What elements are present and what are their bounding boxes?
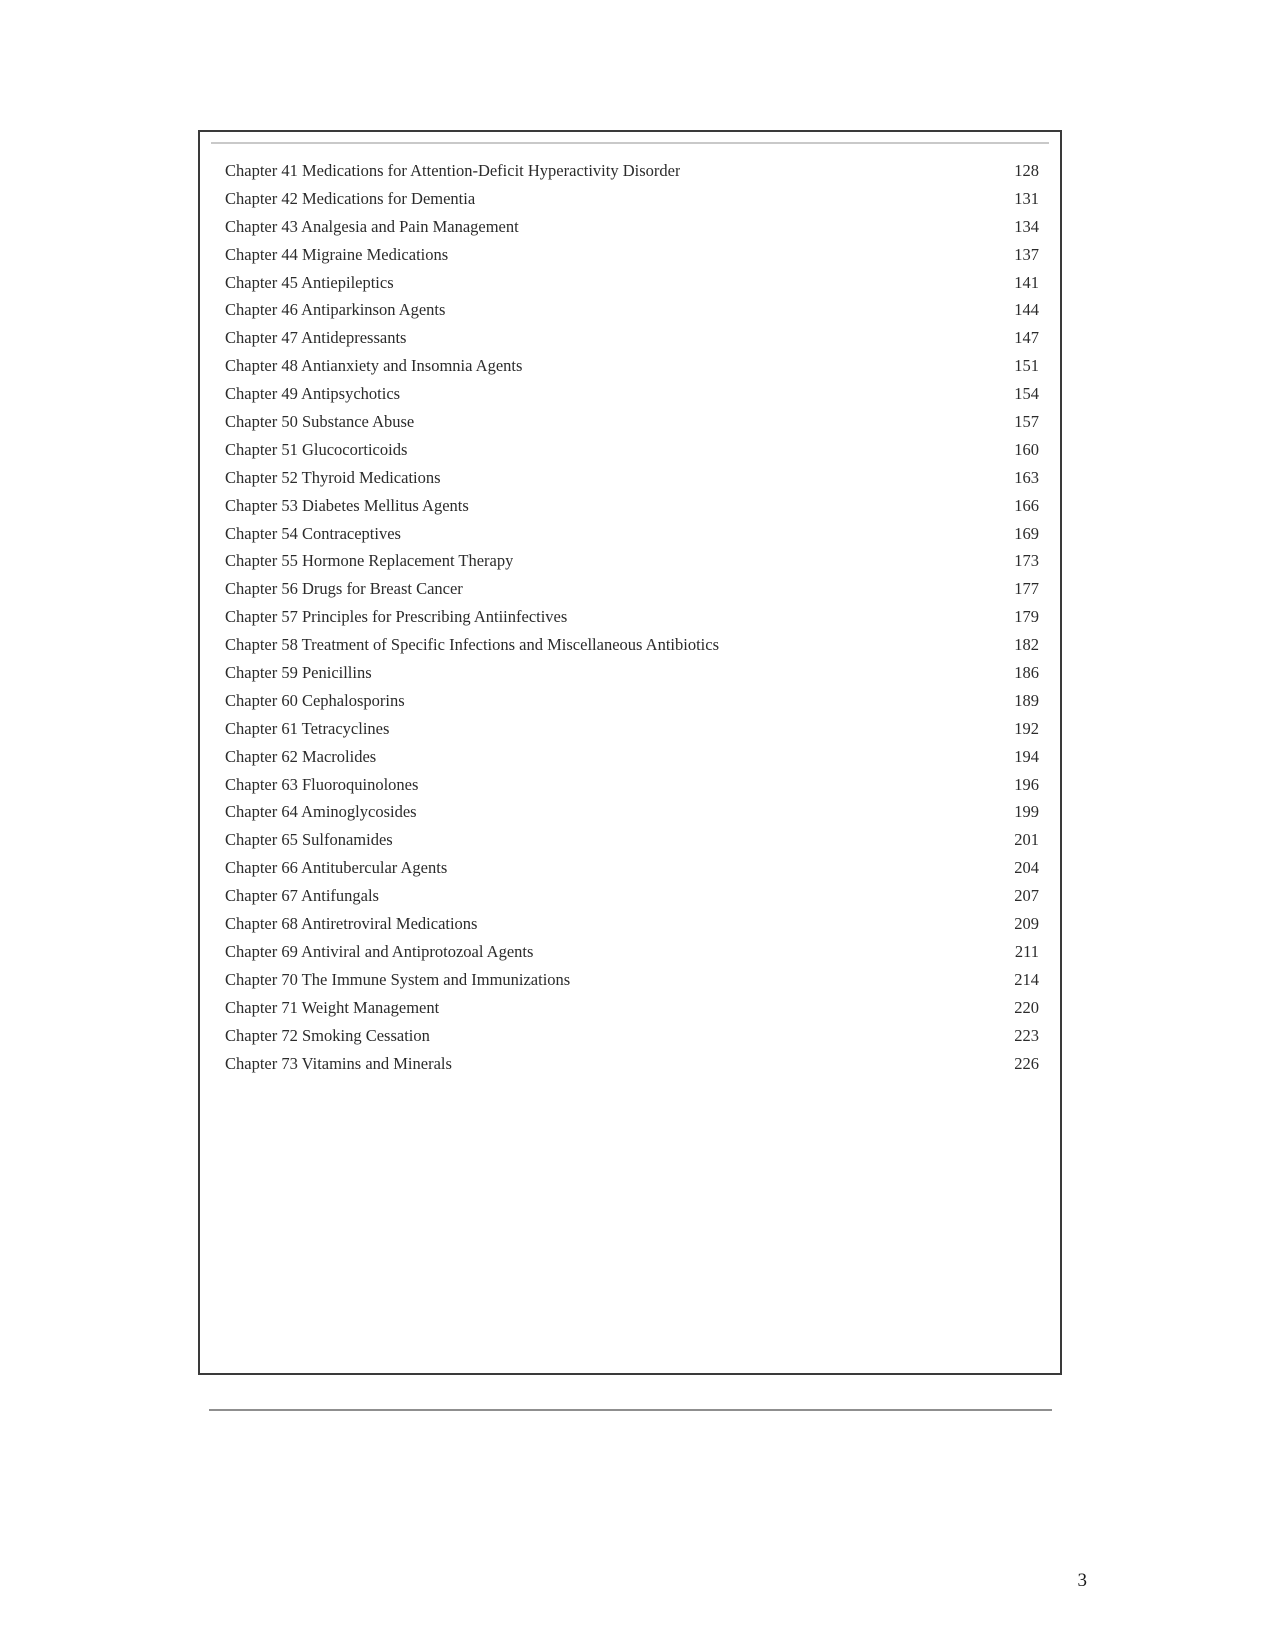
toc-entry-page: 166 [1014,495,1039,515]
toc-entry [225,771,1039,799]
toc-list [225,157,1039,1077]
toc-entry-title: Chapter 45 Antiepileptics [225,272,394,292]
toc-entry-page: 199 [1014,802,1039,822]
toc-entry-title: Chapter 50 Substance Abuse [225,412,415,432]
toc-entry [225,352,1039,380]
toc-entry-title: Chapter 63 Fluoroquinolones [225,774,419,794]
toc-entry-title: Chapter 55 Hormone Replacement Therapy [225,551,514,571]
toc-entry [225,213,1039,241]
toc-entry-title: Chapter 70 The Immune System and Immunizations [225,969,571,989]
toc-entry-page: 177 [1014,579,1039,599]
toc-entry-page: 204 [1014,858,1039,878]
toc-entry [225,1022,1039,1050]
toc-entry-page: 186 [1014,663,1039,683]
toc-entry [225,659,1039,687]
toc-entry-page: 154 [1014,384,1039,404]
toc-entry-title: Chapter 43 Analgesia and Pain Management [225,216,519,236]
toc-entry-page: 131 [1014,188,1039,208]
toc-entry-page: 182 [1014,635,1039,655]
toc-entry [225,408,1039,436]
toc-entry-title: Chapter 52 Thyroid Medications [225,467,441,487]
toc-entry [225,492,1039,520]
toc-entry-page: 201 [1014,830,1039,850]
toc-entry-page: 147 [1014,328,1039,348]
toc-entry [225,1050,1039,1078]
toc-entry-page: 137 [1014,244,1039,264]
toc-entry-title: Chapter 68 Antiretroviral Medications [225,914,478,934]
toc-entry-page: 144 [1014,300,1039,320]
toc-entry-title: Chapter 64 Aminoglycosides [225,802,417,822]
toc-entry-title: Chapter 66 Antitubercular Agents [225,858,448,878]
page-number: 3 [1077,1570,1087,1591]
toc-entry-page: 196 [1014,774,1039,794]
toc-entry [225,241,1039,269]
toc-top-rule [211,142,1049,144]
toc-entry [225,547,1039,575]
toc-entry-page: 179 [1014,607,1039,627]
toc-entry-title: Chapter 67 Antifungals [225,886,379,906]
toc-entry [225,910,1039,938]
toc-entry [225,938,1039,966]
toc-entry-title: Chapter 59 Penicillins [225,663,372,683]
toc-entry-title: Chapter 44 Migraine Medications [225,244,449,264]
toc-entry-page: 220 [1014,997,1039,1017]
toc-entry-title: Chapter 47 Antidepressants [225,328,407,348]
toc-entry [225,715,1039,743]
toc-entry [225,464,1039,492]
toc-entry-title: Chapter 56 Drugs for Breast Cancer [225,579,463,599]
toc-entry-title: Chapter 49 Antipsychotics [225,384,401,404]
toc-entry-page: 160 [1014,439,1039,459]
toc-entry-page: 189 [1014,690,1039,710]
toc-entry-page: 134 [1014,216,1039,236]
toc-entry-title: Chapter 72 Smoking Cessation [225,1025,430,1045]
toc-entry-page: 192 [1014,718,1039,738]
toc-entry-page: 214 [1014,969,1039,989]
toc-entry [225,185,1039,213]
bottom-rule [209,1409,1052,1411]
toc-entry-title: Chapter 48 Antianxiety and Insomnia Agents [225,356,523,376]
toc-entry [225,157,1039,185]
toc-entry-title: Chapter 65 Sulfonamides [225,830,393,850]
toc-entry [225,296,1039,324]
toc-entry-page: 128 [1014,161,1039,180]
toc-entry-title: Chapter 69 Antiviral and Antiprotozoal Agents [225,941,534,961]
toc-entry [225,687,1039,715]
toc-entry [225,631,1039,659]
toc-entry-title: Chapter 46 Antiparkinson Agents [225,300,446,320]
toc-entry-page: 163 [1014,467,1039,487]
toc-entry-title: Chapter 54 Contraceptives [225,523,401,543]
toc-entry-page: 173 [1014,551,1039,571]
toc-entry [225,743,1039,771]
toc-entry [225,798,1039,826]
toc-entry [225,603,1039,631]
toc-entry [225,269,1039,297]
toc-entry-page: 157 [1014,412,1039,432]
toc-entry-title: Chapter 57 Principles for Prescribing Antiinfectives [225,607,568,627]
toc-entry-page: 211 [1014,941,1039,961]
toc-entry-title: Chapter 42 Medications for Dementia [225,188,476,208]
toc-entry-title: Chapter 53 Diabetes Mellitus Agents [225,495,469,515]
toc-entry [225,882,1039,910]
toc-entry-title: Chapter 51 Glucocorticoids [225,439,408,459]
toc-entry-title: Chapter 41 Medications for Attention-Deficit Hyperactivity Disorder [225,161,681,180]
toc-entry [225,966,1039,994]
toc-entry-title: Chapter 58 Treatment of Specific Infections and Miscellaneous Antibiotics [225,635,719,655]
toc-entry-page: 151 [1014,356,1039,376]
toc-entry-page: 169 [1014,523,1039,543]
toc-entry [225,436,1039,464]
toc-frame [198,130,1062,1375]
toc-entry [225,380,1039,408]
toc-entry [225,575,1039,603]
toc-entry-page: 141 [1014,272,1039,292]
toc-entry [225,826,1039,854]
toc-entry-title: Chapter 73 Vitamins and Minerals [225,1053,452,1073]
toc-entry-page: 194 [1014,746,1039,766]
toc-entry-title: Chapter 62 Macrolides [225,746,377,766]
toc-entry-page: 209 [1014,914,1039,934]
toc-entry-title: Chapter 71 Weight Management [225,997,440,1017]
toc-entry-page: 207 [1014,886,1039,906]
toc-entry [225,854,1039,882]
toc-entry-title: Chapter 60 Cephalosporins [225,690,405,710]
toc-entry [225,994,1039,1022]
toc-entry [225,324,1039,352]
toc-entry-title: Chapter 61 Tetracyclines [225,718,390,738]
toc-entry [225,520,1039,548]
toc-entry-page: 226 [1014,1053,1039,1073]
toc-entry-page: 223 [1014,1025,1039,1045]
